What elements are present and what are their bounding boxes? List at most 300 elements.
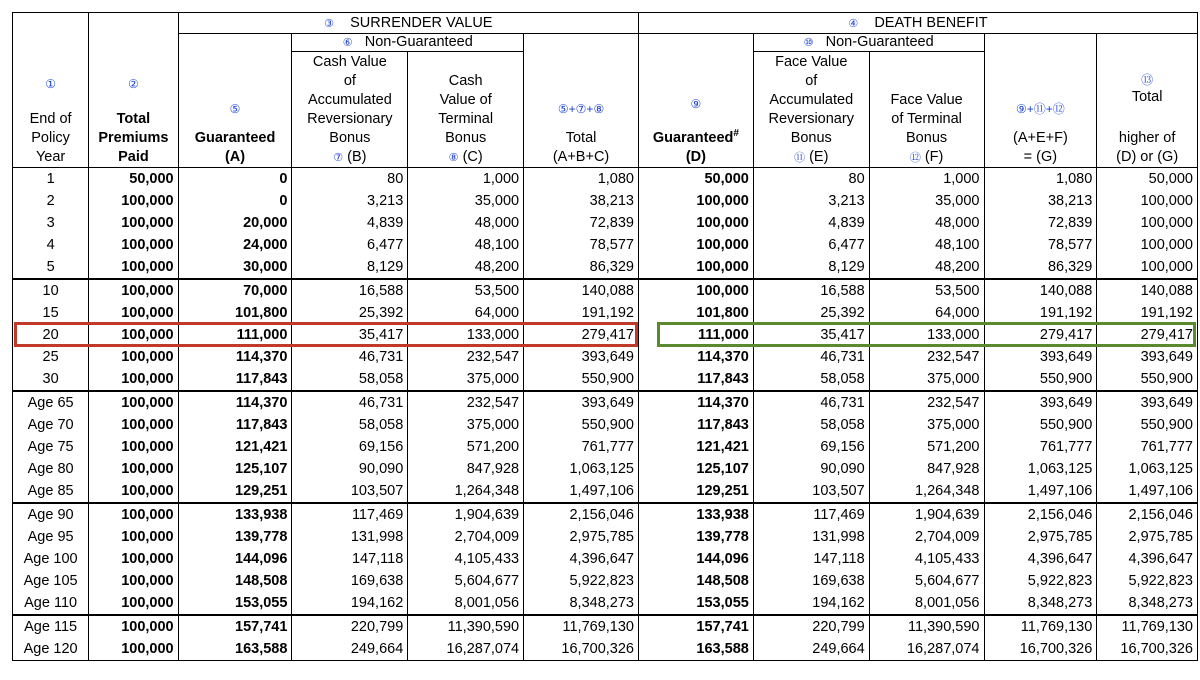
table-cell: 232,547 xyxy=(869,391,984,414)
table-cell: 100,000 xyxy=(89,526,178,548)
table-cell: 72,839 xyxy=(984,212,1097,234)
header-line: Bonus xyxy=(445,130,487,146)
table-cell: 191,192 xyxy=(984,302,1097,324)
table-row xyxy=(13,414,1198,436)
table-cell: 11,769,130 xyxy=(984,615,1097,638)
table-cell: 571,200 xyxy=(869,436,984,458)
col-cash-value-arb-header xyxy=(292,52,408,168)
table-cell: 101,800 xyxy=(178,302,292,324)
table-cell: 1 xyxy=(13,168,89,191)
table-cell: 78,577 xyxy=(524,234,639,256)
table-cell: 375,000 xyxy=(408,368,524,391)
table-cell: 147,118 xyxy=(753,548,869,570)
table-cell: 100,000 xyxy=(89,234,178,256)
header-line: Accumulated xyxy=(769,92,854,108)
column-code: (E) xyxy=(809,149,829,165)
col-face-value-arb-header xyxy=(753,52,869,168)
table-cell: 100,000 xyxy=(89,212,178,234)
table-cell: 249,664 xyxy=(753,638,869,661)
footnote-mark: # xyxy=(733,128,739,140)
table-cell: 46,731 xyxy=(292,346,408,368)
table-cell: 80 xyxy=(292,168,408,191)
table-cell: 133,938 xyxy=(178,503,292,526)
table-cell: 48,000 xyxy=(869,212,984,234)
circled-number: ⑪ xyxy=(794,152,806,164)
table-cell: 100,000 xyxy=(1097,256,1198,279)
table-cell: 144,096 xyxy=(639,548,754,570)
table-cell: 35,000 xyxy=(869,190,984,212)
table-cell: 90,090 xyxy=(292,458,408,480)
header-line: (A+B+C) xyxy=(552,149,610,165)
table-cell: 72,839 xyxy=(524,212,639,234)
table-cell: 30 xyxy=(13,368,89,391)
header-line: Paid xyxy=(118,149,149,165)
circled-number: ⑩ xyxy=(803,37,814,49)
benefit-illustration-table xyxy=(12,12,1198,661)
table-cell: 8,348,273 xyxy=(1097,592,1198,615)
table-cell: 1,497,106 xyxy=(984,480,1097,503)
table-cell: 139,778 xyxy=(639,526,754,548)
table-row xyxy=(13,548,1198,570)
table-cell: 100,000 xyxy=(89,324,178,346)
table-cell: 4,396,647 xyxy=(1097,548,1198,570)
table-cell: 847,928 xyxy=(869,458,984,480)
table-cell: 53,500 xyxy=(408,279,524,302)
table-cell: 131,998 xyxy=(753,526,869,548)
table-cell: 100,000 xyxy=(639,279,754,302)
table-cell: 279,417 xyxy=(1097,324,1198,346)
table-cell: 64,000 xyxy=(408,302,524,324)
table-cell: 169,638 xyxy=(753,570,869,592)
table-cell: Age 100 xyxy=(13,548,89,570)
table-cell: 101,800 xyxy=(639,302,754,324)
table-cell: 100,000 xyxy=(89,570,178,592)
table-cell: 1,000 xyxy=(408,168,524,191)
col-guaranteed-db-header xyxy=(639,34,754,168)
table-cell: 86,329 xyxy=(524,256,639,279)
table-cell: 375,000 xyxy=(869,414,984,436)
header-line: Terminal xyxy=(438,111,494,127)
table-cell: 100,000 xyxy=(89,368,178,391)
table-cell: 393,649 xyxy=(524,391,639,414)
table-cell: 1,080 xyxy=(984,168,1097,191)
table-cell: 46,731 xyxy=(753,391,869,414)
table-cell: 129,251 xyxy=(639,480,754,503)
table-cell: Age 90 xyxy=(13,503,89,526)
table-cell: 100,000 xyxy=(89,615,178,638)
table-cell: Age 110 xyxy=(13,592,89,615)
table-cell: 16,588 xyxy=(292,279,408,302)
table-row xyxy=(13,480,1198,503)
table-cell: 100,000 xyxy=(639,212,754,234)
table-cell: 50,000 xyxy=(639,168,754,191)
table-cell: 16,700,326 xyxy=(984,638,1097,661)
table-cell: 100,000 xyxy=(89,592,178,615)
table-cell: 1,063,125 xyxy=(984,458,1097,480)
header-line: Year xyxy=(35,149,66,165)
table-cell: 117,469 xyxy=(292,503,408,526)
table-cell: 100,000 xyxy=(89,480,178,503)
table-cell: 4,396,647 xyxy=(984,548,1097,570)
table-cell: 114,370 xyxy=(639,391,754,414)
header-line: End of xyxy=(29,111,72,127)
table-cell: 117,843 xyxy=(178,368,292,391)
table-cell: 48,100 xyxy=(408,234,524,256)
table-cell: 6,477 xyxy=(753,234,869,256)
header-line: Policy xyxy=(31,130,70,146)
table-cell: 4,105,433 xyxy=(869,548,984,570)
table-cell: 220,799 xyxy=(753,615,869,638)
table-cell: 191,192 xyxy=(1097,302,1198,324)
table-cell: 232,547 xyxy=(408,391,524,414)
table-body xyxy=(13,168,1198,661)
table-cell: Age 80 xyxy=(13,458,89,480)
table-cell: 157,741 xyxy=(639,615,754,638)
header-line: Face Value xyxy=(890,92,963,108)
table-cell: 140,088 xyxy=(984,279,1097,302)
table-cell: Age 105 xyxy=(13,570,89,592)
table-cell: 100,000 xyxy=(639,190,754,212)
table-cell: 550,900 xyxy=(1097,414,1198,436)
circled-number: ② xyxy=(128,77,139,91)
table-cell: 3 xyxy=(13,212,89,234)
table-cell: 117,843 xyxy=(639,368,754,391)
table-cell: 8,001,056 xyxy=(408,592,524,615)
table-cell: 114,370 xyxy=(178,391,292,414)
table-cell: 100,000 xyxy=(89,503,178,526)
table-cell: 144,096 xyxy=(178,548,292,570)
table-cell: 48,200 xyxy=(408,256,524,279)
table-cell: 25,392 xyxy=(292,302,408,324)
table-cell: 100,000 xyxy=(89,391,178,414)
table-cell: 8,348,273 xyxy=(984,592,1097,615)
table-cell: 279,417 xyxy=(524,324,639,346)
table-row xyxy=(13,346,1198,368)
table-cell: 35,417 xyxy=(292,324,408,346)
table-cell: 100,000 xyxy=(89,414,178,436)
table-cell: 100,000 xyxy=(89,548,178,570)
table-cell: 139,778 xyxy=(178,526,292,548)
table-cell: 25,392 xyxy=(753,302,869,324)
table-cell: 35,000 xyxy=(408,190,524,212)
table-row xyxy=(13,302,1198,324)
table-row xyxy=(13,168,1198,191)
table-cell: 220,799 xyxy=(292,615,408,638)
table-cell: 4 xyxy=(13,234,89,256)
table-cell: 11,390,590 xyxy=(408,615,524,638)
table-cell: 194,162 xyxy=(753,592,869,615)
table-cell: 3,213 xyxy=(753,190,869,212)
table-cell: 133,000 xyxy=(408,324,524,346)
table-cell: 114,370 xyxy=(178,346,292,368)
header-line: Total xyxy=(565,130,597,146)
table-cell: 148,508 xyxy=(178,570,292,592)
table-cell: 25 xyxy=(13,346,89,368)
table-cell: 111,000 xyxy=(178,324,292,346)
table-cell: 2,704,009 xyxy=(408,526,524,548)
header-line: (D) or (G) xyxy=(1116,149,1179,165)
col-cash-value-tb-header xyxy=(408,52,524,168)
table-cell: 58,058 xyxy=(753,368,869,391)
table-cell: 148,508 xyxy=(639,570,754,592)
table-cell: 1,264,348 xyxy=(408,480,524,503)
table-cell: 147,118 xyxy=(292,548,408,570)
table-cell: 1,080 xyxy=(524,168,639,191)
table-cell: 1,904,639 xyxy=(408,503,524,526)
illustration-table-wrapper xyxy=(12,12,1198,670)
table-cell: 140,088 xyxy=(1097,279,1198,302)
column-code: (B) xyxy=(347,149,367,165)
table-cell: 78,577 xyxy=(984,234,1097,256)
table-cell: 24,000 xyxy=(178,234,292,256)
table-cell: 3,213 xyxy=(292,190,408,212)
table-cell: 100,000 xyxy=(89,436,178,458)
table-cell: 8,129 xyxy=(753,256,869,279)
table-cell: 279,417 xyxy=(984,324,1097,346)
table-cell: 15 xyxy=(13,302,89,324)
table-cell: Age 95 xyxy=(13,526,89,548)
table-cell: 100,000 xyxy=(639,234,754,256)
table-cell: 157,741 xyxy=(178,615,292,638)
table-cell: 16,287,074 xyxy=(408,638,524,661)
table-cell: 2,156,046 xyxy=(524,503,639,526)
table-cell: 46,731 xyxy=(753,346,869,368)
table-cell: 11,769,130 xyxy=(524,615,639,638)
table-cell: 140,088 xyxy=(524,279,639,302)
surrender-value-label: SURRENDER VALUE xyxy=(350,14,493,31)
table-cell: 58,058 xyxy=(292,368,408,391)
header-line: of xyxy=(343,73,356,89)
death-benefit-label: DEATH BENEFIT xyxy=(874,14,988,31)
table-cell: 48,000 xyxy=(408,212,524,234)
table-cell: 100,000 xyxy=(89,638,178,661)
header-line: of Terminal xyxy=(891,111,962,127)
header-line: Premiums xyxy=(98,130,169,146)
circled-number: ③ xyxy=(324,17,334,30)
table-row xyxy=(13,324,1198,346)
table-cell: 5,922,823 xyxy=(984,570,1097,592)
header-line: Guaranteed xyxy=(652,130,734,146)
table-cell: 53,500 xyxy=(869,279,984,302)
table-cell: 0 xyxy=(178,190,292,212)
table-cell: 1,063,125 xyxy=(524,458,639,480)
column-code: (C) xyxy=(462,149,483,165)
circled-number: ④ xyxy=(848,17,859,30)
table-cell: 100,000 xyxy=(89,190,178,212)
table-cell: 50,000 xyxy=(1097,168,1198,191)
header-line: Total xyxy=(1131,89,1163,105)
table-cell: 761,777 xyxy=(984,436,1097,458)
table-cell: 5,604,677 xyxy=(869,570,984,592)
table-cell: 100,000 xyxy=(89,458,178,480)
table-cell: 38,213 xyxy=(524,190,639,212)
table-cell: 20 xyxy=(13,324,89,346)
header-line: Bonus xyxy=(790,130,832,146)
table-cell: 393,649 xyxy=(524,346,639,368)
table-cell: 375,000 xyxy=(408,414,524,436)
table-cell: 1,904,639 xyxy=(869,503,984,526)
table-cell: 133,938 xyxy=(639,503,754,526)
table-cell: 46,731 xyxy=(292,391,408,414)
table-cell: 2 xyxy=(13,190,89,212)
table-cell: 48,200 xyxy=(869,256,984,279)
table-cell: 5,604,677 xyxy=(408,570,524,592)
table-cell: 11,390,590 xyxy=(869,615,984,638)
table-cell: 1,264,348 xyxy=(869,480,984,503)
table-cell: 393,649 xyxy=(984,346,1097,368)
header-line: (A) xyxy=(224,149,246,165)
table-cell: 131,998 xyxy=(292,526,408,548)
table-cell: 100,000 xyxy=(89,346,178,368)
col-guaranteed-sv-header xyxy=(178,34,292,168)
col-premiums-header xyxy=(89,13,178,168)
table-cell: 8,348,273 xyxy=(524,592,639,615)
table-cell: 38,213 xyxy=(984,190,1097,212)
table-cell: 16,700,326 xyxy=(1097,638,1198,661)
table-row xyxy=(13,526,1198,548)
table-cell: 191,192 xyxy=(524,302,639,324)
table-cell: 8,001,056 xyxy=(869,592,984,615)
table-row xyxy=(13,190,1198,212)
header-line: Face Value xyxy=(775,54,848,70)
table-cell: 10 xyxy=(13,279,89,302)
table-cell: Age 85 xyxy=(13,480,89,503)
table-header xyxy=(13,13,1198,168)
table-cell: 69,156 xyxy=(292,436,408,458)
header-line: of xyxy=(805,73,818,89)
table-cell: 8,129 xyxy=(292,256,408,279)
header-line: Guaranteed xyxy=(194,130,276,146)
table-cell: 550,900 xyxy=(524,368,639,391)
table-cell: 133,000 xyxy=(869,324,984,346)
table-cell: 100,000 xyxy=(89,302,178,324)
table-row xyxy=(13,570,1198,592)
table-cell: 121,421 xyxy=(639,436,754,458)
table-cell: 1,000 xyxy=(869,168,984,191)
table-row xyxy=(13,212,1198,234)
table-cell: 1,497,106 xyxy=(524,480,639,503)
table-cell: 1,497,106 xyxy=(1097,480,1198,503)
table-cell: 4,396,647 xyxy=(524,548,639,570)
table-cell: 35,417 xyxy=(753,324,869,346)
table-cell: 550,900 xyxy=(524,414,639,436)
non-guaranteed-sv-header xyxy=(292,34,524,52)
circled-number: ⑫ xyxy=(909,152,921,164)
table-cell: 5,922,823 xyxy=(524,570,639,592)
table-cell: 69,156 xyxy=(753,436,869,458)
table-cell: 64,000 xyxy=(869,302,984,324)
column-code: (F) xyxy=(924,149,944,165)
header-line: Cash xyxy=(448,73,483,89)
table-cell: 129,251 xyxy=(178,480,292,503)
table-cell: 100,000 xyxy=(89,256,178,279)
table-cell: 117,469 xyxy=(753,503,869,526)
table-cell: 393,649 xyxy=(1097,391,1198,414)
table-row xyxy=(13,503,1198,526)
table-cell: 80 xyxy=(753,168,869,191)
table-cell: 5,922,823 xyxy=(1097,570,1198,592)
table-row xyxy=(13,615,1198,638)
table-cell: 550,900 xyxy=(984,414,1097,436)
table-cell: 2,156,046 xyxy=(1097,503,1198,526)
col-face-value-tb-header xyxy=(869,52,984,168)
table-cell: 153,055 xyxy=(178,592,292,615)
table-cell: 30,000 xyxy=(178,256,292,279)
table-cell: 121,421 xyxy=(178,436,292,458)
table-cell: 16,700,326 xyxy=(524,638,639,661)
table-cell: 103,507 xyxy=(292,480,408,503)
table-row xyxy=(13,458,1198,480)
table-cell: 550,900 xyxy=(984,368,1097,391)
surrender-value-header xyxy=(178,13,638,34)
table-cell: 194,162 xyxy=(292,592,408,615)
table-cell: 4,839 xyxy=(753,212,869,234)
table-cell: 20,000 xyxy=(178,212,292,234)
table-cell: 393,649 xyxy=(984,391,1097,414)
table-row xyxy=(13,391,1198,414)
header-line: Bonus xyxy=(329,130,371,146)
circled-number: ⑨ xyxy=(690,97,702,112)
circled-number: ⑨+⑪+⑫ xyxy=(1016,102,1065,116)
table-cell: 125,107 xyxy=(178,458,292,480)
table-cell: Age 120 xyxy=(13,638,89,661)
table-cell: 571,200 xyxy=(408,436,524,458)
table-cell: 100,000 xyxy=(1097,190,1198,212)
table-cell: 58,058 xyxy=(753,414,869,436)
table-cell: 70,000 xyxy=(178,279,292,302)
table-cell: 48,100 xyxy=(869,234,984,256)
table-cell: Age 70 xyxy=(13,414,89,436)
table-cell: 16,287,074 xyxy=(869,638,984,661)
header-line: (D) xyxy=(685,149,706,165)
table-cell: 5 xyxy=(13,256,89,279)
table-cell: 100,000 xyxy=(1097,234,1198,256)
table-row xyxy=(13,256,1198,279)
table-cell: 50,000 xyxy=(89,168,178,191)
header-line: Bonus xyxy=(906,130,948,146)
header-line: Reversionary xyxy=(768,111,854,127)
table-cell: 2,975,785 xyxy=(1097,526,1198,548)
table-cell: 163,588 xyxy=(178,638,292,661)
circled-number: ① xyxy=(45,77,56,91)
circled-number: ⑦ xyxy=(333,152,344,164)
table-cell: 550,900 xyxy=(1097,368,1198,391)
table-cell: 163,588 xyxy=(639,638,754,661)
col-total-db-header xyxy=(1097,34,1198,168)
circled-number: ⑤ xyxy=(229,102,241,116)
table-cell: 100,000 xyxy=(89,279,178,302)
header-line: (A+E+F) xyxy=(1013,130,1068,146)
circled-number: ⑬ xyxy=(1141,73,1154,87)
non-guaranteed-label: Non-Guaranteed xyxy=(364,34,473,50)
non-guaranteed-label: Non-Guaranteed xyxy=(825,34,934,50)
table-cell: 4,105,433 xyxy=(408,548,524,570)
table-cell: 103,507 xyxy=(753,480,869,503)
table-row xyxy=(13,234,1198,256)
table-row xyxy=(13,368,1198,391)
table-cell: Age 115 xyxy=(13,615,89,638)
table-cell: 847,928 xyxy=(408,458,524,480)
table-cell: 58,058 xyxy=(292,414,408,436)
table-row xyxy=(13,638,1198,661)
header-line: = (G) xyxy=(1023,149,1058,165)
header-line: Total xyxy=(116,111,151,127)
col-total-sv-header xyxy=(524,34,639,168)
header-line: Reversionary xyxy=(307,111,393,127)
header-line: higher of xyxy=(1118,130,1176,146)
col-aef-header xyxy=(984,34,1097,168)
table-cell: Age 65 xyxy=(13,391,89,414)
